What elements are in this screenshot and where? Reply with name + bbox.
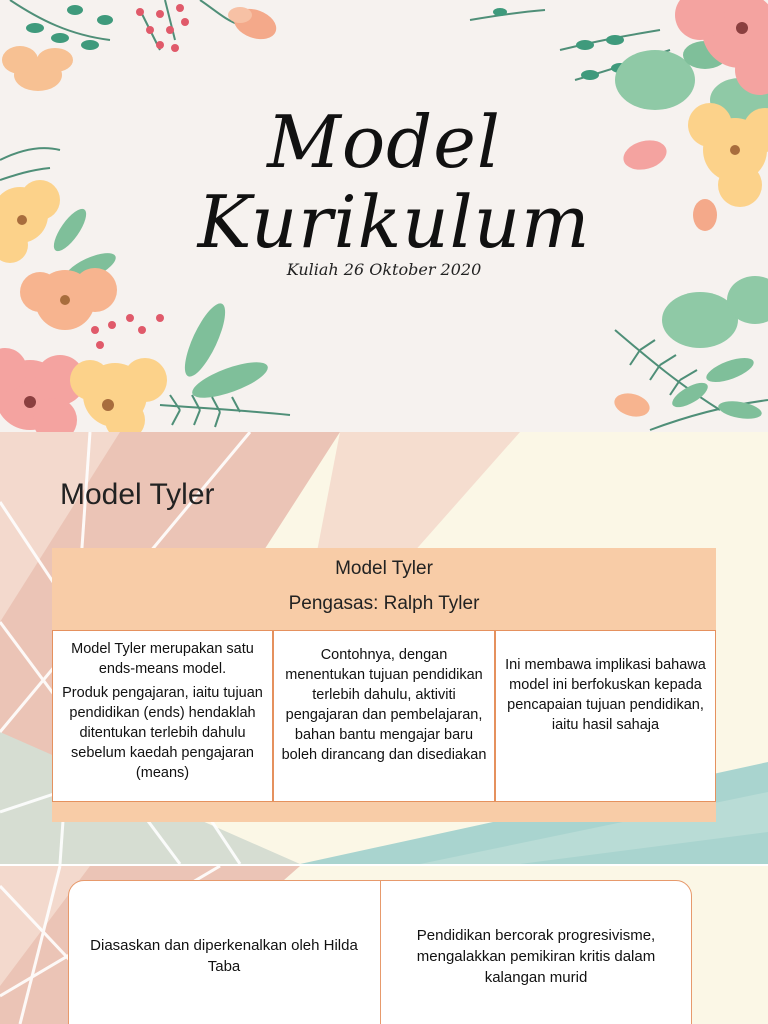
table-header <box>52 548 716 630</box>
table-header-title: Model Tyler <box>335 558 433 579</box>
table-body <box>52 630 716 822</box>
table-cell-example <box>273 630 495 802</box>
slide-title-line-2: Kurikulum <box>197 180 591 264</box>
cell-text: Model Tyler merupakan satu ends-means model. <box>71 641 254 677</box>
table-header-founder: Pengasas: Ralph Tyler <box>288 593 480 614</box>
model-tyler-slide <box>0 432 768 864</box>
leaf-cluster-top-left <box>26 5 113 50</box>
yellow-flower-bottom-left <box>70 358 167 432</box>
green-leaves-bottom-right <box>662 276 768 348</box>
leaf-cluster-bottom-right <box>669 353 763 422</box>
fern-bottom-left <box>160 395 290 427</box>
cell-text: Contohnya, dengan menentukan tujuan pendidikan terlebih dahulu, aktiviti pengajaran dan pembelajaran, bahan bantu mengajar baru boleh dirancang dan disediakan <box>281 647 487 763</box>
pink-flower-bottom-left <box>0 348 85 432</box>
cell-text: Ini membawa implikasi bahawa model ini berfokuskan kepada pencapaian tujuan pendidikan, iaitu hasil sahaja <box>505 657 706 733</box>
box-cell-approach: Pendidikan bercorak progresivisme, mengalakkan pemikiran kritis dalam kalangan murid <box>416 927 656 986</box>
table-cell-implication <box>495 630 716 802</box>
peach-bud-bottom-right <box>612 390 652 421</box>
berry-sprig-left <box>91 314 164 349</box>
peach-bud-top <box>228 3 280 44</box>
box-cell-founder: Diasaskan dan diperkenalkan oleh Hilda Taba <box>90 937 358 975</box>
title-slide <box>0 0 768 432</box>
slide-title-line-1: Model <box>267 100 501 184</box>
slide-subtitle: Kuliah 26 Oktober 2020 <box>286 260 482 279</box>
berry-cluster-top <box>136 4 189 52</box>
table-cell-definition <box>52 630 273 802</box>
content-box <box>68 880 692 1024</box>
column-divider <box>380 881 381 1024</box>
leaf-sprig-top-left <box>10 0 240 50</box>
model-taba-slide <box>0 866 768 1024</box>
slide-title: Model Tyler <box>60 478 215 511</box>
cell-text: Produk pengajaran, iaitu tujuan pendidikan (ends) hendaklah ditentukan terlebih dahulu sebelum kaedah pengajaran (means) <box>62 685 263 781</box>
peach-flower-left <box>2 46 73 91</box>
